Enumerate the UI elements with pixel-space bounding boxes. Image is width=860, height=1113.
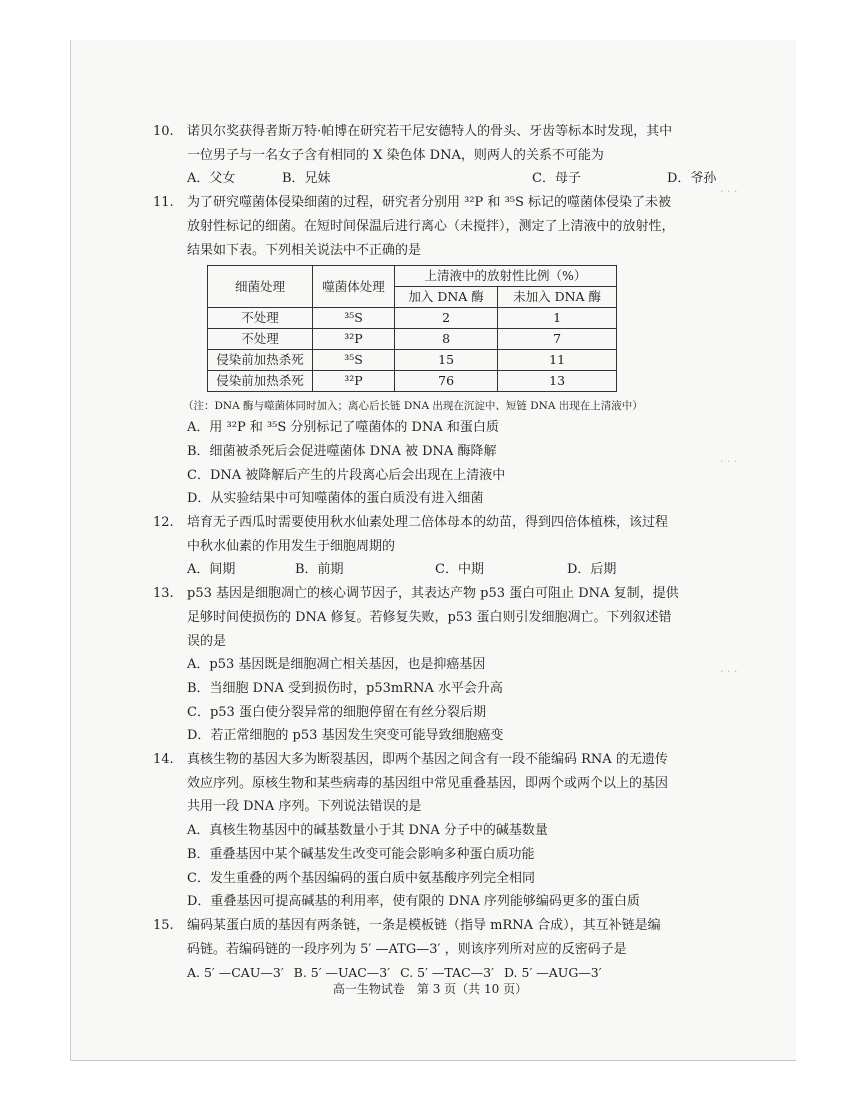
table-note: （注：DNA 酶与噬菌体同时加入；离心后长链 DNA 出现在沉淀中、短链 DNA 出现在上清液中）	[183, 400, 643, 413]
option-c: C. 5′ —TAC—3′	[400, 965, 494, 981]
table-header: 加入 DNA 酶	[395, 287, 498, 308]
question-stem-line: 效应序列。原核生物和某些病毒的基因组中常见重叠基因，即两个或两个以上的基因	[187, 775, 669, 791]
option-b: B. 5′ —UAC—3′	[293, 965, 391, 981]
option-d: D．若正常细胞的 p53 基因发生突变可能导致细胞癌变	[187, 728, 504, 744]
options-row	[187, 558, 705, 582]
question-stem-line: 编码某蛋白质的基因有两条链，一条是模板链（指导 mRNA 合成），其互补链是编	[187, 917, 661, 933]
question-number: 11.	[153, 195, 174, 211]
option-a: A. 5′ —CAU—3′	[187, 965, 284, 981]
option-d: D．后期	[567, 562, 617, 578]
table-cell: ³⁵S	[313, 350, 395, 371]
option-b: B．重叠基因中某个碱基发生改变可能会影响多种蛋白质功能	[187, 846, 535, 862]
table-cell: 不处理	[208, 308, 313, 329]
table-cell: 1	[498, 308, 617, 329]
question-11	[153, 191, 705, 511]
table-cell: 76	[395, 371, 498, 392]
question-stem-line: 码链。若编码链的一段序列为 5′ —ATG—3′ ，则该序列所对应的反密码子是	[187, 941, 627, 957]
option-c: C．中期	[435, 562, 484, 578]
option-c: C．母子	[532, 171, 581, 187]
table-row	[208, 371, 617, 392]
option-d: D．重叠基因可提高碱基的利用率，使有限的 DNA 序列能够编码更多的蛋白质	[187, 894, 640, 910]
question-number: 14.	[153, 752, 174, 768]
table-header: 未加入 DNA 酶	[498, 287, 617, 308]
question-stem-line: 足够时间使损伤的 DNA 修复。若修复失败，p53 蛋白则引发细胞凋亡。下列叙述错	[187, 609, 672, 625]
question-13	[153, 582, 705, 748]
question-stem-line: 放射性标记的细菌。在短时间保温后进行离心（未搅拌），测定了上清液中的放射性，	[187, 218, 675, 234]
table-cell: ³²P	[313, 329, 395, 350]
bleed-through-text: · · ·	[720, 185, 738, 198]
question-10	[153, 120, 717, 191]
table-cell: 侵染前加热杀死	[208, 371, 313, 392]
table-row	[208, 329, 617, 350]
question-stem-line: 一位男子与一名女子含有相同的 X 染色体 DNA，则两人的关系不可能为	[187, 147, 604, 163]
results-table	[207, 265, 617, 392]
questions	[153, 120, 717, 985]
table-header: 上清液中的放射性比例（%）	[395, 266, 617, 287]
question-stem-line: 真核生物的基因大多为断裂基因，即两个基因之间含有一段不能编码 RNA 的无遗传	[187, 752, 668, 768]
option-b: B．兄妹	[282, 171, 331, 187]
table-cell: 11	[498, 350, 617, 371]
table-cell: 2	[395, 308, 498, 329]
question-stem-line: 诺贝尔奖获得者斯万特·帕博在研究若干尼安德特人的骨头、牙齿等标本时发现，其中	[187, 124, 673, 139]
table-cell: 不处理	[208, 329, 313, 350]
page-footer: 高一生物试卷 第 3 页（共 10 页）	[332, 982, 528, 996]
option-a: A．用 ³²P 和 ³⁵S 分别标记了噬菌体的 DNA 和蛋白质	[187, 420, 499, 436]
question-stem-line: p53 基因是细胞凋亡的核心调节因子，其表达产物 p53 蛋白可阻止 DNA 复制，提供	[187, 586, 679, 602]
option-b: B．前期	[295, 562, 344, 578]
question-15	[153, 914, 705, 985]
option-d: D．从实验结果中可知噬菌体的蛋白质没有进入细菌	[187, 491, 484, 507]
option-a: A．父女	[187, 171, 236, 187]
table-cell: 侵染前加热杀死	[208, 350, 313, 371]
option-c: C．发生重叠的两个基因编码的蛋白质中氨基酸序列完全相同	[187, 870, 535, 886]
option-b: B．当细胞 DNA 受到损伤时，p53mRNA 水平会升高	[187, 680, 503, 696]
table-cell: ³²P	[313, 371, 395, 392]
table-cell: 7	[498, 329, 617, 350]
question-number: 13.	[153, 586, 174, 602]
table-header: 细菌处理	[208, 266, 313, 308]
table-row	[208, 308, 617, 329]
bleed-through-text: · · ·	[720, 665, 738, 678]
option-c: C．p53 蛋白使分裂异常的细胞停留在有丝分裂后期	[187, 704, 486, 720]
question-number: 15.	[153, 917, 174, 933]
option-d: D. 5′ —AUG—3′	[503, 965, 602, 981]
option-a: A．p53 基因既是细胞凋亡相关基因，也是抑癌基因	[187, 657, 486, 673]
option-d: D．爷孙	[667, 171, 717, 187]
question-number: 12.	[153, 515, 174, 531]
question-stem-line: 为了研究噬菌体侵染细菌的过程，研究者分别用 ³²P 和 ³⁵S 标记的噬菌体侵染了未被	[187, 195, 672, 211]
option-b: B．细菌被杀死后会促进噬菌体 DNA 被 DNA 酶降解	[187, 443, 497, 459]
table-row	[208, 350, 617, 371]
question-stem-line: 培育无子西瓜时需要使用秋水仙素处理二倍体母本的幼苗，得到四倍体植株，该过程	[187, 515, 669, 531]
table-cell: 15	[395, 350, 498, 371]
options-row	[187, 167, 717, 191]
question-14	[153, 748, 705, 914]
table-cell: 13	[498, 371, 617, 392]
bleed-through-text: · · ·	[720, 455, 738, 468]
question-stem-line: 共用一段 DNA 序列。下列说法错误的是	[187, 799, 422, 815]
question-stem-line: 中秋水仙素的作用发生于细胞周期的	[187, 538, 396, 554]
option-a: A．真核生物基因中的碱基数量小于其 DNA 分子中的碱基数量	[187, 823, 548, 839]
table-cell: ³⁵S	[313, 308, 395, 329]
question-12	[153, 511, 705, 582]
question-stem-line: 误的是	[187, 633, 227, 649]
table-cell: 8	[395, 329, 498, 350]
question-stem-line: 结果如下表。下列相关说法中不正确的是	[187, 242, 422, 258]
table-header: 噬菌体处理	[313, 266, 395, 308]
question-number: 10.	[153, 124, 174, 139]
option-a: A．间期	[187, 562, 236, 578]
option-c: C．DNA 被降解后产生的片段离心后会出现在上清液中	[187, 467, 506, 483]
